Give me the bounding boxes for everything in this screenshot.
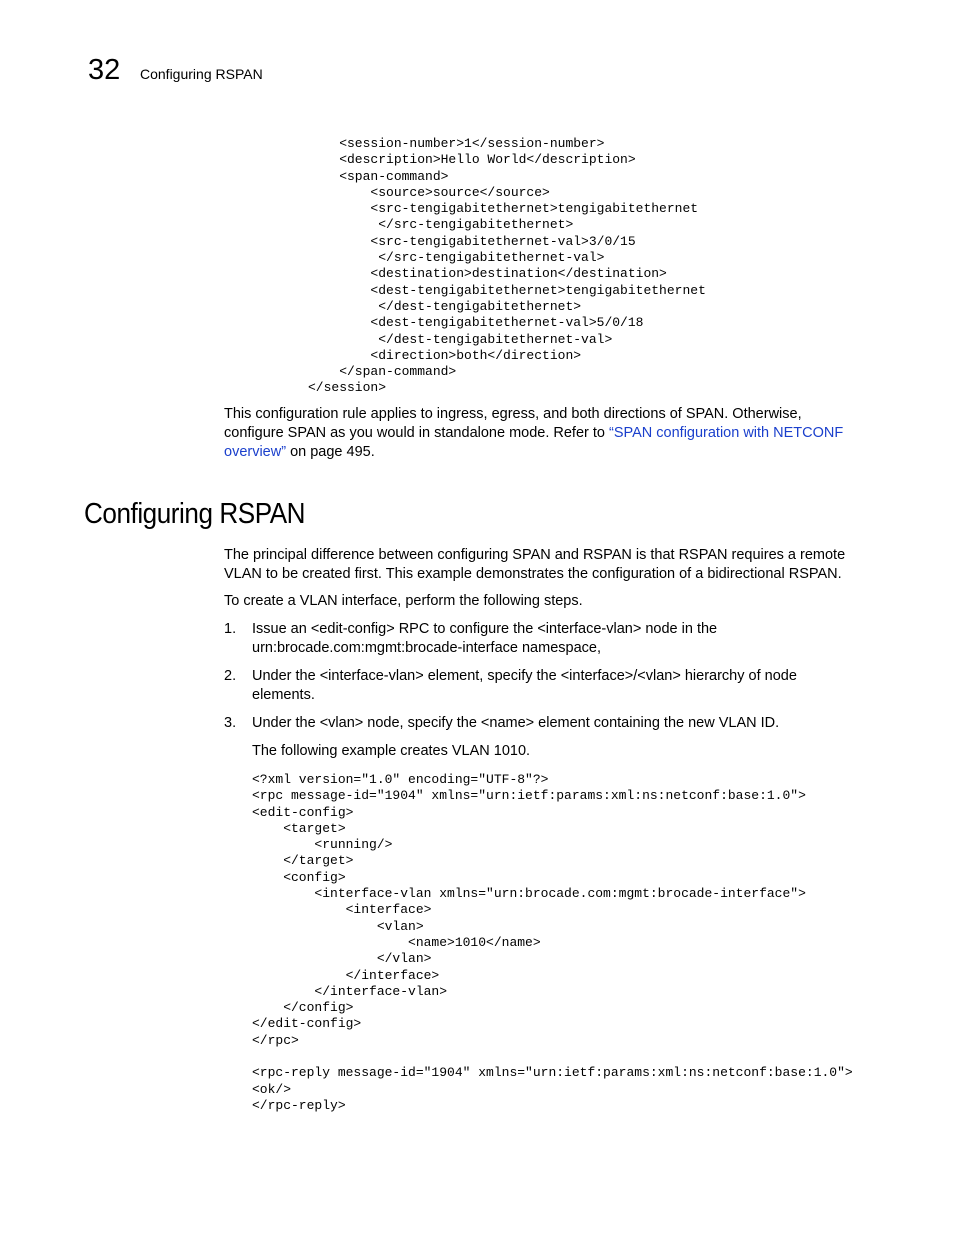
span-netconf-overview-link[interactable]: “SPAN configuration with NETCONF overview” bbox=[224, 425, 844, 460]
section-intro: The principal difference between configuring SPAN and RSPAN is that RSPAN requires a remote VLAN to be created first. This example demonstrates the configuration of a bidirectional RSPAN. bbox=[224, 547, 846, 582]
step-text: Under the <interface-vlan> element, specify the <interface>/<vlan> hierarchy of node elements. bbox=[252, 668, 797, 703]
paragraph-span-rule bbox=[224, 405, 854, 462]
section-heading: Configuring RSPAN bbox=[84, 498, 306, 530]
running-title: Configuring RSPAN bbox=[140, 66, 263, 82]
chapter-number: 32 bbox=[88, 54, 121, 86]
code-block-session: <session-number>1</session-number> <description>Hello World</description> <span-command> <source>source</source> <src-tengigabitethernet>tengigabitethernet </src-tengigabitethernet> <src-tengigabitethernet-val>3/0/15 </src-tengigabitethernet-val> <destination>destination</destination> <dest-tengigabitethernet>tengigabitethernet </dest-tengigabitethernet> <dest-tengigabitethernet-val>5/0/18 </dest-tengigabitethernet-val> <direction>both</direction> </span-command> </session> bbox=[308, 136, 706, 396]
step-number: 3. bbox=[224, 715, 237, 731]
step-text: Under the <vlan> node, specify the <name> element containing the new VLAN ID. bbox=[252, 715, 780, 731]
paragraph-text: This configuration rule applies to ingress, egress, and both directions of SPAN. Otherwise, configure SPAN as you would in standalone mode. Refer to bbox=[224, 406, 802, 441]
step-number: 2. bbox=[224, 668, 237, 684]
code-block-rpc: <?xml version="1.0" encoding="UTF-8"?> <rpc message-id="1904" xmlns="urn:ietf:params:xml:ns:netconf:base:1.0"> <edit-config> <target> <running/> </target> <config> <interface-vlan xmlns="urn:brocade.com:mgmt:brocade-interface"> <interface> <vlan> <name>1010</name> </vlan> </interface> </interface-vlan> </config> </edit-config> </rpc> <rpc-reply message-id="1904" xmlns="urn:ietf:params:xml:ns:netconf:base:1.0"> <ok/> </rpc-reply> bbox=[252, 772, 853, 1113]
example-intro: The following example creates VLAN 1010. bbox=[252, 743, 531, 759]
step-number: 1. bbox=[224, 621, 237, 637]
steps-intro: To create a VLAN interface, perform the following steps. bbox=[224, 593, 583, 609]
paragraph-text-end: on page 495. bbox=[286, 444, 375, 460]
step-text: Issue an <edit-config> RPC to configure the <interface-vlan> node in the urn:brocade.com:mgmt:brocade-interface namespace, bbox=[252, 621, 718, 656]
